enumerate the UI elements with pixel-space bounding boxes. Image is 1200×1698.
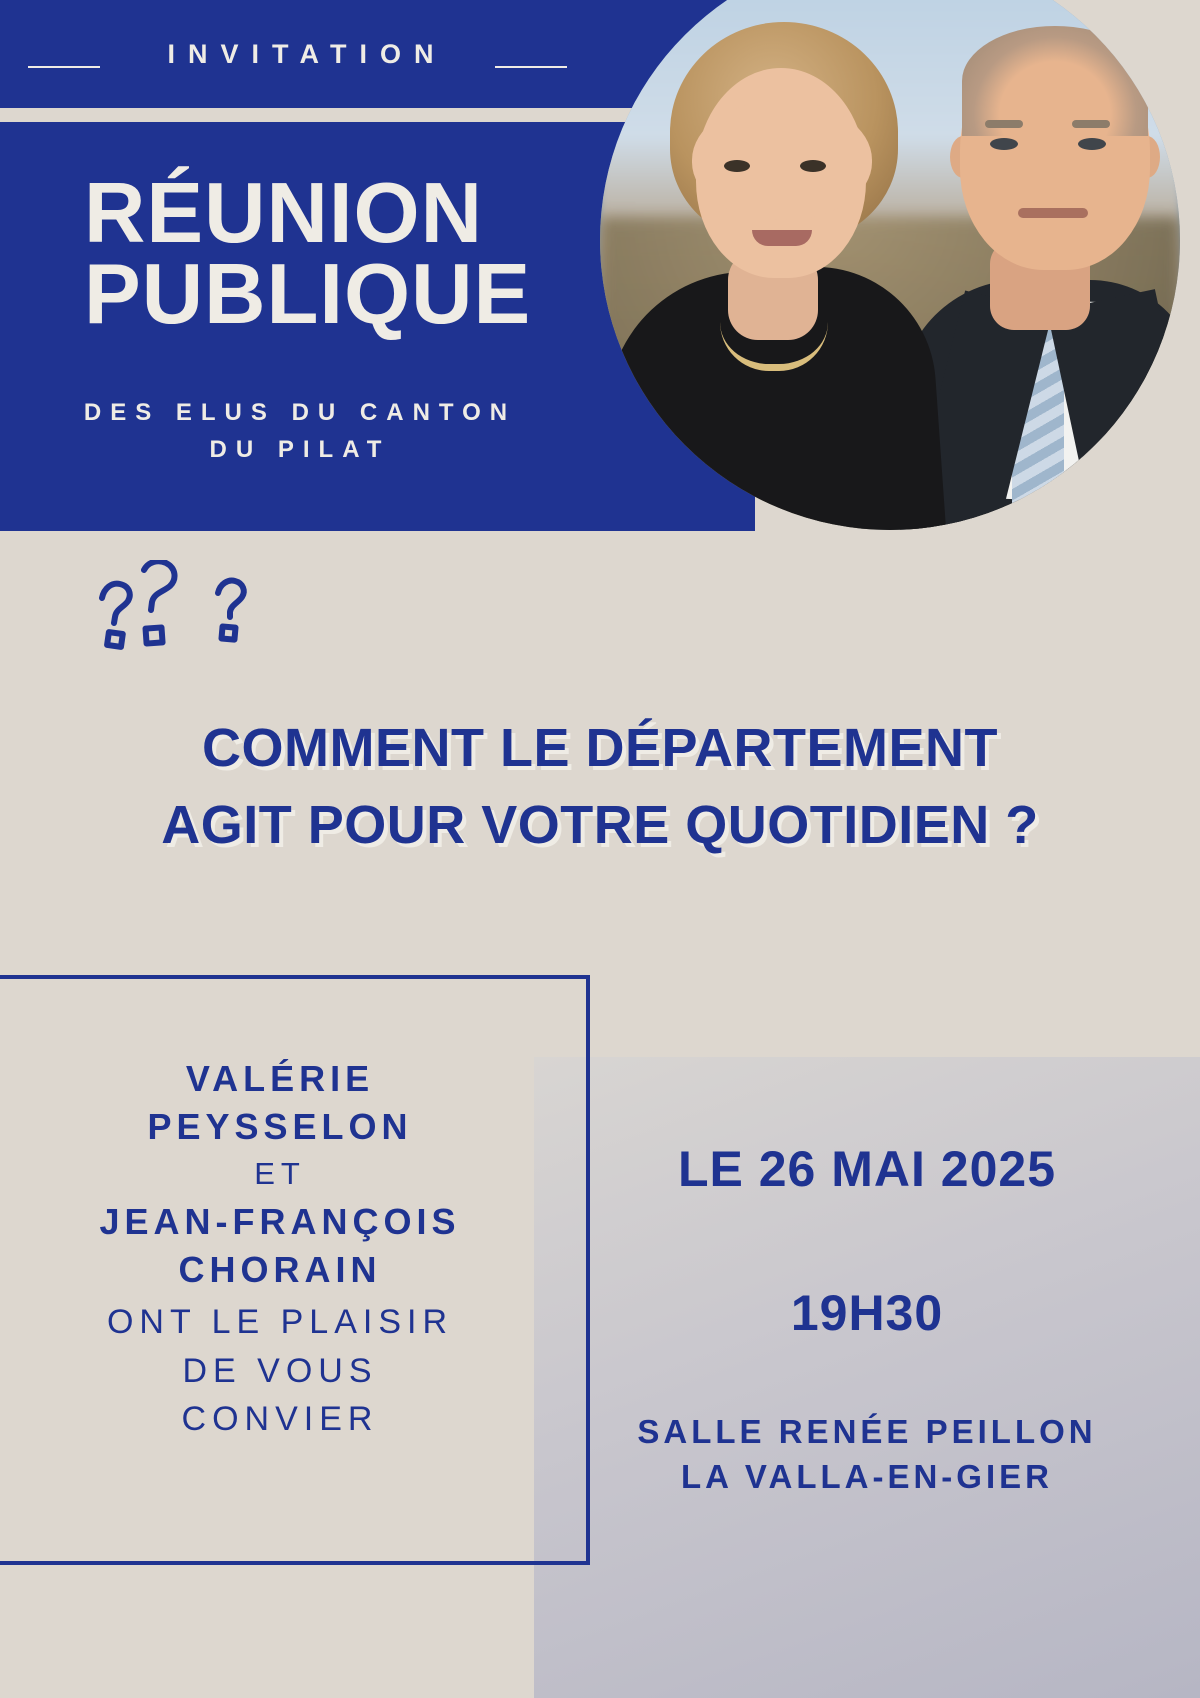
man-eye-right	[1078, 138, 1106, 150]
speakers-portrait-photo	[600, 0, 1180, 530]
headline-line-1: COMMENT LE DÉPARTEMENT	[202, 718, 998, 778]
question-marks-icon	[40, 560, 260, 680]
speaker-two-firstname: JEAN-FRANÇOIS	[99, 1200, 461, 1242]
invitation-sentence	[0, 1298, 560, 1443]
kicker-rule-right	[495, 66, 567, 68]
speakers-panel	[0, 1055, 560, 1443]
page-title	[84, 166, 684, 342]
title-line-2: PUBLIQUE	[84, 246, 532, 342]
headline	[0, 710, 1200, 863]
man-eyebrow-right	[1072, 120, 1110, 128]
woman-eye-right	[800, 160, 826, 172]
venue-line-1: SALLE RENÉE PEILLON	[637, 1413, 1097, 1450]
event-time: 19H30	[790, 1285, 944, 1341]
woman-mouth	[752, 230, 812, 246]
speaker-two-name	[0, 1198, 560, 1294]
kicker-rule-left	[28, 66, 100, 68]
event-details	[534, 1140, 1200, 1499]
headline-line-2: AGIT POUR VOTRE QUOTIDIEN ?	[161, 794, 1039, 855]
title-line-1: RÉUNION	[84, 166, 483, 261]
speakers-conjunction: ET	[254, 1156, 306, 1192]
invitation-line-1: ONT LE PLAISIR	[106, 1303, 454, 1342]
speaker-one-name	[0, 1055, 560, 1151]
invitation-kicker: INVITATION	[167, 38, 447, 69]
woman-eye-left	[724, 160, 750, 172]
venue-line-2: LA VALLA-EN-GIER	[681, 1457, 1053, 1495]
bottom-left-background	[0, 1565, 534, 1698]
page-subtitle	[40, 394, 560, 468]
invitation-line-3: CONVIER	[181, 1399, 379, 1438]
man-mouth	[1018, 208, 1088, 218]
speaker-one-lastname: PEYSSELON	[147, 1106, 413, 1148]
invitation-line-2: DE VOUS	[182, 1351, 378, 1390]
speaker-one-firstname: VALÉRIE	[185, 1058, 375, 1099]
woman-face-highlight	[692, 100, 872, 220]
man-eyebrow-left	[985, 120, 1023, 128]
subtitle-line-1: DES ELUS DU CANTON	[83, 399, 517, 426]
speaker-two-lastname: CHORAIN	[178, 1249, 382, 1291]
man-eye-left	[990, 138, 1018, 150]
event-date: LE 26 MAI 2025	[677, 1141, 1057, 1197]
subtitle-line-2: DU PILAT	[209, 436, 391, 464]
event-venue	[534, 1410, 1200, 1499]
